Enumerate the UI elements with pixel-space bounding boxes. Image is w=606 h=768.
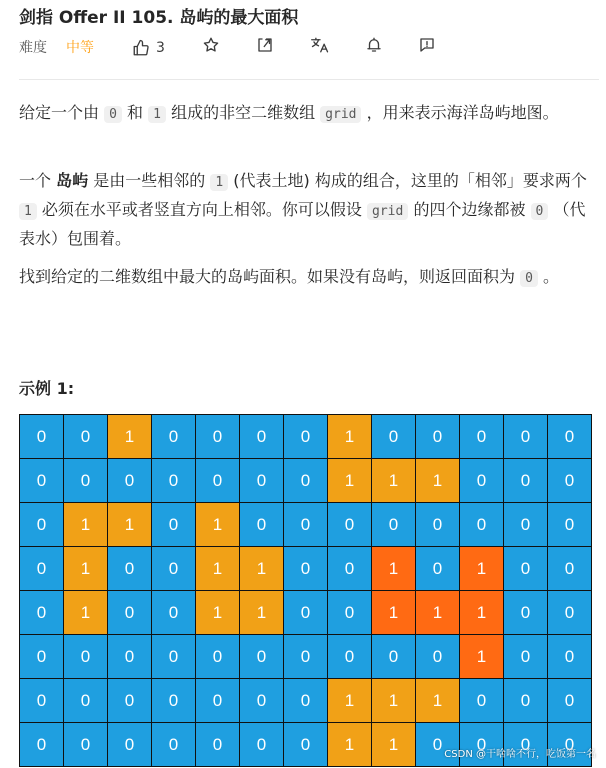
grid-cell-water: 0 xyxy=(64,723,108,767)
favorite-button[interactable] xyxy=(202,36,220,54)
grid-cell-land: 1 xyxy=(372,723,416,767)
inline-code: 1 xyxy=(19,203,37,220)
grid-cell-water: 0 xyxy=(20,723,64,767)
grid-cell-land: 1 xyxy=(108,503,152,547)
grid-cell-water: 0 xyxy=(548,459,592,503)
grid-cell-water: 0 xyxy=(196,459,240,503)
grid-cell-water: 0 xyxy=(108,635,152,679)
description-paragraph-3: 找到给定的二维数组中最大的岛屿面积。如果没有岛屿，则返回面积为 0 。 xyxy=(19,267,560,286)
grid-cell-water: 0 xyxy=(240,635,284,679)
grid-cell-water: 0 xyxy=(416,503,460,547)
inline-code: 0 xyxy=(531,203,549,220)
grid-cell-water: 0 xyxy=(20,679,64,723)
translate-icon xyxy=(310,36,330,54)
grid-cell-water: 0 xyxy=(196,415,240,459)
grid-cell-water: 0 xyxy=(284,459,328,503)
grid-cell-water: 0 xyxy=(152,679,196,723)
grid-cell-land: 1 xyxy=(196,547,240,591)
grid-cell-water: 0 xyxy=(64,459,108,503)
grid-cell-water: 0 xyxy=(284,679,328,723)
example-grid-image xyxy=(19,414,592,767)
grid-cell-water: 0 xyxy=(152,547,196,591)
inline-code: 1 xyxy=(148,106,166,123)
grid-cell-water: 0 xyxy=(108,459,152,503)
grid-cell-max-island: 1 xyxy=(416,591,460,635)
grid-cell-water: 0 xyxy=(328,503,372,547)
grid-cell-water: 0 xyxy=(416,723,460,767)
grid-cell-water: 0 xyxy=(328,635,372,679)
grid-cell-water: 0 xyxy=(284,415,328,459)
grid-cell-water: 0 xyxy=(504,503,548,547)
difficulty-label: 难度 xyxy=(19,40,47,56)
grid-cell-land: 1 xyxy=(416,459,460,503)
grid-cell-water: 0 xyxy=(20,591,64,635)
inline-code: grid xyxy=(320,106,361,123)
grid-cell-max-island: 1 xyxy=(372,547,416,591)
bell-icon xyxy=(365,36,383,54)
report-icon xyxy=(418,36,436,54)
grid-cell-water: 0 xyxy=(548,547,592,591)
grid-cell-water: 0 xyxy=(284,591,328,635)
grid-cell-water: 0 xyxy=(416,547,460,591)
inline-code: 1 xyxy=(210,174,228,191)
grid-cell-water: 0 xyxy=(152,723,196,767)
grid-cell-water: 0 xyxy=(460,415,504,459)
feedback-button[interactable] xyxy=(418,36,436,54)
grid-row xyxy=(20,679,592,723)
grid-cell-water: 0 xyxy=(108,591,152,635)
like-count: 3 xyxy=(156,40,165,56)
grid-cell-water: 0 xyxy=(240,723,284,767)
grid-cell-water: 0 xyxy=(504,547,548,591)
grid-cell-land: 1 xyxy=(64,591,108,635)
grid-cell-water: 0 xyxy=(416,635,460,679)
grid-cell-water: 0 xyxy=(20,635,64,679)
grid-cell-land: 1 xyxy=(64,503,108,547)
grid-cell-max-island: 1 xyxy=(460,635,504,679)
watermark: CSDN @干啥啥不行，吃饭第一名 xyxy=(444,749,596,760)
grid-cell-water: 0 xyxy=(108,723,152,767)
grid-row xyxy=(20,547,592,591)
grid-cell-water: 0 xyxy=(284,723,328,767)
island-term: 岛屿 xyxy=(56,171,89,190)
subscribe-button[interactable] xyxy=(365,36,383,54)
grid-cell-land: 1 xyxy=(416,679,460,723)
grid-cell-land: 1 xyxy=(196,591,240,635)
grid-cell-land: 1 xyxy=(196,503,240,547)
grid-cell-water: 0 xyxy=(504,459,548,503)
translate-button[interactable] xyxy=(310,36,330,54)
grid-cell-water: 0 xyxy=(328,547,372,591)
inline-code: grid xyxy=(367,203,408,220)
grid-cell-water: 0 xyxy=(548,679,592,723)
grid-cell-water: 0 xyxy=(504,415,548,459)
grid-cell-water: 0 xyxy=(548,591,592,635)
grid-cell-water: 0 xyxy=(284,635,328,679)
grid-cell-water: 0 xyxy=(240,503,284,547)
grid-row xyxy=(20,503,592,547)
grid-cell-water: 0 xyxy=(196,723,240,767)
grid-cell-land: 1 xyxy=(328,723,372,767)
grid-cell-water: 0 xyxy=(372,503,416,547)
grid-cell-water: 0 xyxy=(64,679,108,723)
share-icon xyxy=(256,36,274,54)
grid-cell-water: 0 xyxy=(460,679,504,723)
grid-cell-water: 0 xyxy=(20,547,64,591)
grid-cell-water: 0 xyxy=(504,635,548,679)
example-title: 示例 1: xyxy=(19,379,75,398)
grid-cell-water: 0 xyxy=(20,503,64,547)
grid-cell-land: 1 xyxy=(372,459,416,503)
grid-cell-water: 0 xyxy=(504,679,548,723)
grid-cell-water: 0 xyxy=(504,591,548,635)
grid-row xyxy=(20,635,592,679)
grid-cell-land: 1 xyxy=(240,591,284,635)
grid-cell-land: 1 xyxy=(328,415,372,459)
thumbs-up-icon xyxy=(132,39,150,57)
grid-cell-water: 0 xyxy=(108,547,152,591)
grid-cell-water: 0 xyxy=(284,503,328,547)
grid-cell-water: 0 xyxy=(548,723,592,767)
grid-cell-water: 0 xyxy=(372,635,416,679)
grid-cell-water: 0 xyxy=(240,679,284,723)
grid-cell-water: 0 xyxy=(152,503,196,547)
header-divider xyxy=(19,79,599,80)
problem-meta-bar xyxy=(19,36,599,60)
grid-cell-water: 0 xyxy=(548,415,592,459)
grid-cell-water: 0 xyxy=(284,547,328,591)
grid-cell-water: 0 xyxy=(196,679,240,723)
grid-cell-water: 0 xyxy=(504,723,548,767)
grid-cell-water: 0 xyxy=(240,459,284,503)
grid-cell-max-island: 1 xyxy=(460,591,504,635)
grid-cell-land: 1 xyxy=(328,679,372,723)
inline-code: 0 xyxy=(520,270,538,287)
grid-cell-water: 0 xyxy=(20,459,64,503)
grid-cell-water: 0 xyxy=(20,415,64,459)
grid-cell-water: 0 xyxy=(152,591,196,635)
grid-cell-water: 0 xyxy=(152,635,196,679)
grid-cell-water: 0 xyxy=(240,415,284,459)
grid-cell-land: 1 xyxy=(328,459,372,503)
star-icon xyxy=(202,36,220,54)
grid-cell-max-island: 1 xyxy=(372,591,416,635)
grid-cell-water: 0 xyxy=(328,591,372,635)
description-paragraph-2: 一个 岛屿 是由一些相邻的 1 (代表土地) 构成的组合，这里的「相邻」要求两个 1 必须在水平或者竖直方向上相邻。你可以假设 grid 的四个边缘都被 0 （代表水）包围着。 xyxy=(19,171,587,248)
grid-cell-water: 0 xyxy=(372,415,416,459)
grid-row xyxy=(20,415,592,459)
like-button[interactable] xyxy=(132,36,165,60)
description-paragraph-1: 给定一个由 0 和 1 组成的非空二维数组 grid ，用来表示海洋岛屿地图。 xyxy=(19,103,559,122)
grid-cell-land: 1 xyxy=(64,547,108,591)
grid-cell-land: 1 xyxy=(372,679,416,723)
grid-cell-water: 0 xyxy=(152,459,196,503)
grid-cell-water: 0 xyxy=(460,723,504,767)
grid-cell-land: 1 xyxy=(108,415,152,459)
grid-cell-water: 0 xyxy=(460,503,504,547)
grid-cell-water: 0 xyxy=(548,503,592,547)
grid-cell-water: 0 xyxy=(460,459,504,503)
share-button[interactable] xyxy=(256,36,274,54)
grid-cell-water: 0 xyxy=(64,415,108,459)
grid-cell-max-island: 1 xyxy=(460,547,504,591)
grid-cell-water: 0 xyxy=(548,635,592,679)
grid-cell-water: 0 xyxy=(64,635,108,679)
grid-cell-water: 0 xyxy=(196,635,240,679)
difficulty-value: 中等 xyxy=(66,40,94,56)
problem-title: 剑指 Offer II 105. 岛屿的最大面积 xyxy=(19,8,299,28)
grid-cell-land: 1 xyxy=(240,547,284,591)
grid-row xyxy=(20,459,592,503)
grid-cell-water: 0 xyxy=(416,415,460,459)
grid-cell-water: 0 xyxy=(152,415,196,459)
grid-row xyxy=(20,591,592,635)
inline-code: 0 xyxy=(104,106,122,123)
grid-cell-water: 0 xyxy=(108,679,152,723)
